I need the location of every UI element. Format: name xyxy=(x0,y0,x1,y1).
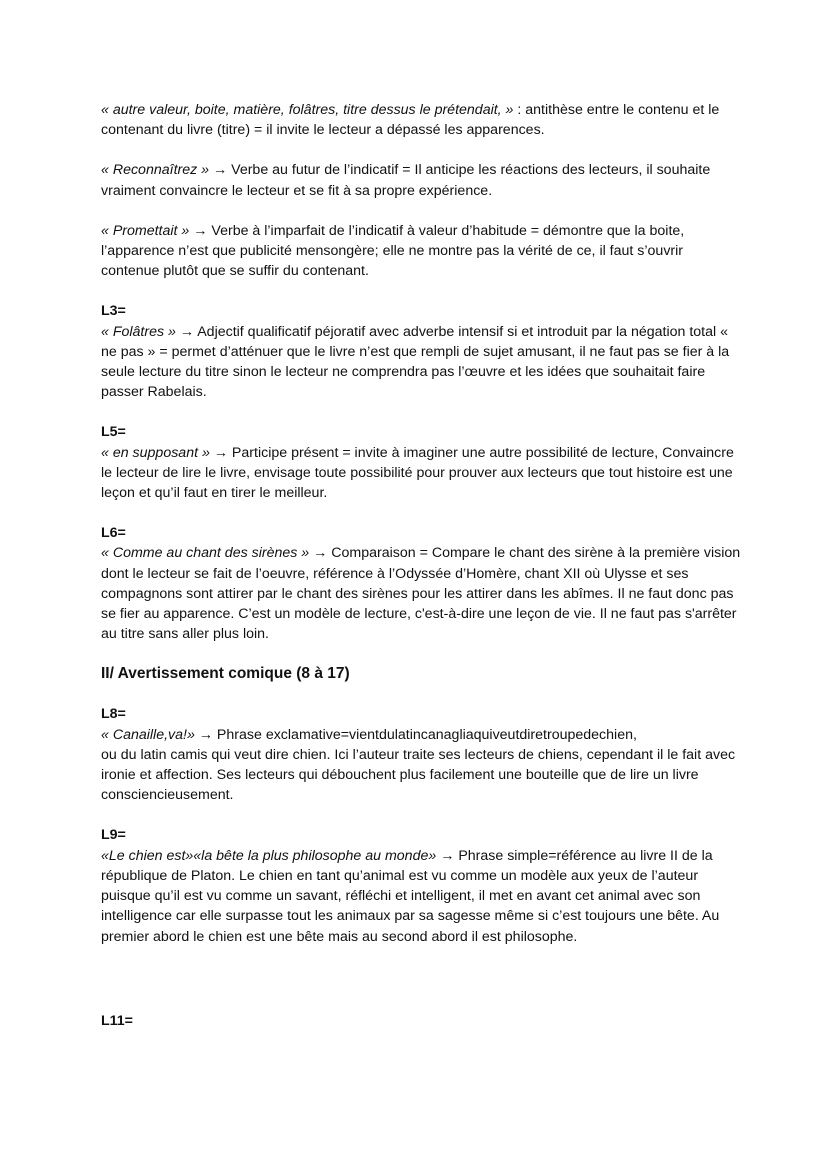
quote: « Canaille,va!» xyxy=(101,726,195,743)
paragraph-text: → Verbe au futur de l’indicatif = Il anticipe les réactions des lecteurs, il souhaite vraiment convaincre le lecteur et se fit à sa propre expérience. xyxy=(101,162,711,199)
document-page xyxy=(101,100,741,1031)
quote: « Comme au chant des sirènes » xyxy=(101,545,310,562)
paragraph-text: → Phrase exclamative=vientdulatincanagliaquiveutdiretroupedechien, xyxy=(194,726,637,743)
paragraph-l5 xyxy=(101,443,741,504)
line-label-l11: L11= xyxy=(101,1012,133,1029)
paragraph-l3 xyxy=(101,322,741,403)
paragraph-l9 xyxy=(101,846,741,947)
paragraph-autre-valeur xyxy=(101,100,741,140)
quote: « Folâtres » xyxy=(101,323,176,340)
quote: «Le chien est»«la bête la plus philosophe au monde» xyxy=(101,847,437,864)
paragraph-text: → Adjectif qualificatif péjoratif avec adverbe intensif si et introduit par la négation total « ne pas » = permet d’atténuer que le livre n’est que rempli de sujet amusant, il ne faut pas se fier à la seule lecture du titre sinon le lecteur ne comprendra pas l’œuvre et les idées que souhaitait faire passer Rabelais. xyxy=(101,323,730,401)
quote: « Reconnaîtrez » xyxy=(101,162,210,179)
paragraph-promettait xyxy=(101,221,741,282)
paragraph-l6 xyxy=(101,543,741,644)
line-label-l5: L5= xyxy=(101,424,126,441)
paragraph-l8: ou du latin camis qui veut dire chien. Ici l’auteur traite ses lecteurs de chiens, cependant il le fait avec ironie et affection. Ses lecteurs qui débouchent plus facilement une bouteille que de lire un livre consciencieusement. xyxy=(101,746,736,804)
paragraph-text: → Comparaison = Compare le chant des sirène à la première vision dont le lecteur se fait de l’oeuvre, référence à l’Odyssée d’Homère, chant XII où Ulysse et ses compagnons sont attirer par le chant des sirènes pour les attirer dans les abîmes. Il ne faut donc pas se fier au apparence. C’est un modèle de lecture, c'est-à-dire une leçon de vie. Il ne faut pas s'arrêter au titre sans aller plus loin. xyxy=(101,545,741,643)
quote: « Promettait » xyxy=(101,222,190,239)
section-heading: II/ Avertissement comique (8 à 17) xyxy=(101,665,350,683)
paragraph-text: → Verbe à l’imparfait de l’indicatif à valeur d’habitude = démontre que la boite, l’apparence n’est que publicité mensongère; elle ne montre pas la vérité de ce, il faut s’ouvrir contenue plutôt que se suffir du contenant. xyxy=(101,222,685,280)
quote: « autre valeur, boite, matière, folâtres, titre dessus le prétendait, » xyxy=(101,102,514,118)
paragraph-reconnaitrez xyxy=(101,160,741,200)
line-label-l9: L9= xyxy=(101,827,126,844)
paragraph-text: : antithèse entre le contenu et le contenant du livre (titre) = il invite le lecteur a dépassé les apparences. xyxy=(101,102,720,139)
paragraph-l8-first-line xyxy=(101,725,741,745)
line-label-l3: L3= xyxy=(101,303,126,320)
paragraph-text: → Phrase simple=référence au livre II de la république de Platon. Le chien en tant qu’animal est vu comme un modèle aux yeux de l’auteur puisque qu’il est vu comme un savant, réfléchi et intelligent, il met en avant cet animal avec son intelligence car elle surpasse tout les animaux par sa sagesse même si c’est toujours une bête. Au premier abord le chien est une bête mais au second abord il est philosophe. xyxy=(101,847,720,945)
line-label-l8: L8= xyxy=(101,706,126,723)
paragraph-text: → Participe présent = invite à imaginer une autre possibilité de lecture, Convaincre le lecteur de lire le livre, envisage toute possibilité pour prouver aux lecteurs que tout histoire est une leçon et qu’il faut en tirer le meilleur. xyxy=(101,444,734,502)
line-label-l6: L6= xyxy=(101,525,126,542)
quote: « en supposant » xyxy=(101,444,210,461)
